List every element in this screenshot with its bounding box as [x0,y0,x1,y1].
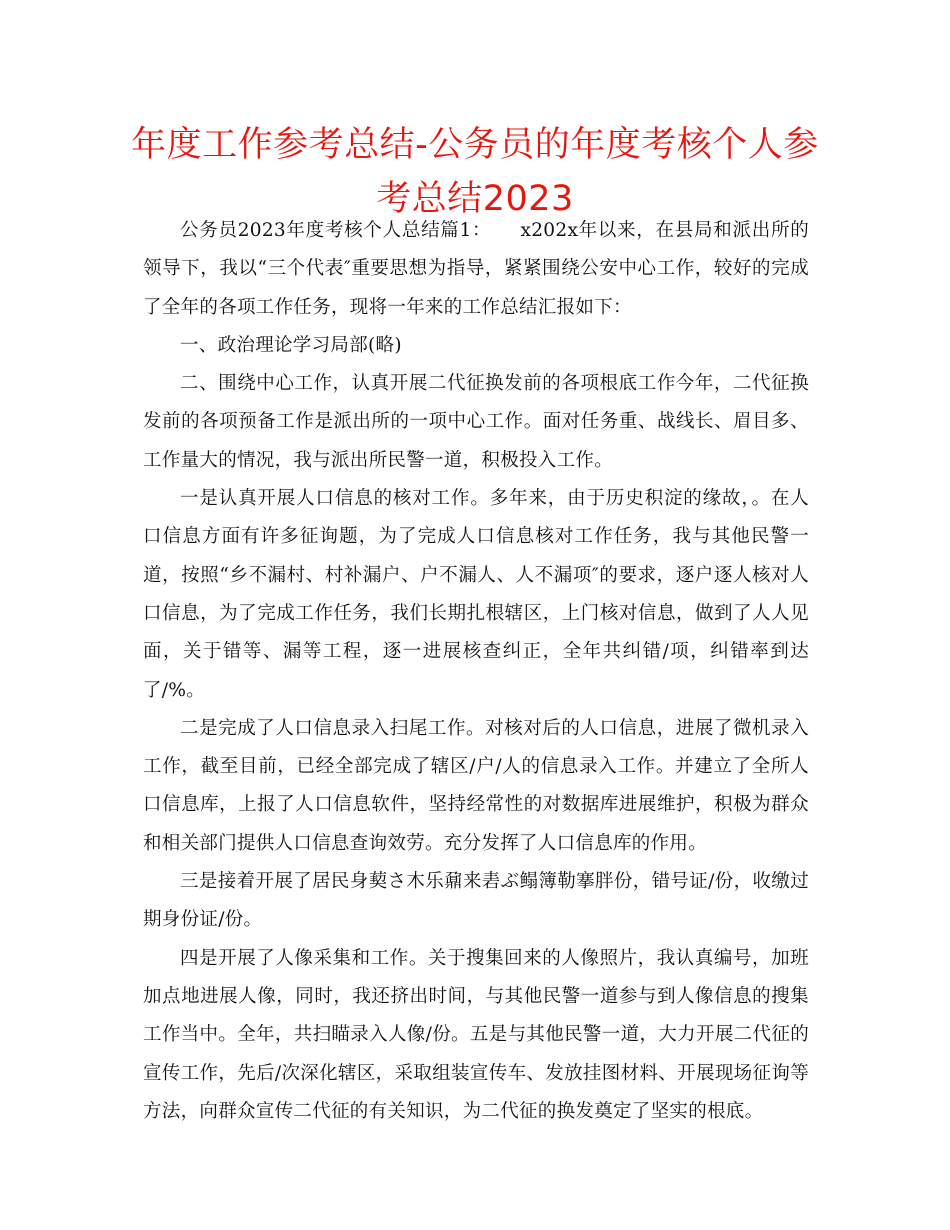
paragraph-item-4: 四是开展了人像采集和工作。关于搜集回来的人像照片，我认真编号，加班加点地进展人像，同时，我还挤出时间，与其他民警一道参与到人像信息的搜集工作当中。全年，共扫瞄录入人像/份。五是与其他民警一道，大力开展二代征的宣传工作，先后/次深化辖区，采取组装宣传车、发放挂图材料、开展现场征询等方法，向群众宣传二代征的有关知识，为二代征的换发奠定了坚实的根底。 [143,947,809,1122]
document-body [143,212,809,1131]
paragraph-section-2: 二、围绕中心工作，认真开展二代征换发前的各项根底工作今年，二代征换发前的各项预备工作是派出所的一项中心工作。面对任务重、战线长、眉目多、工作量大的情况，我与派出所民警一道，积极投入工作。 [143,373,809,471]
paragraph-item-1: 一是认真开展人口信息的核对工作。多年来，由于历史积淀的缘故，。在人口信息方面有许多征询题，为了完成人口信息核对工作任务，我与其他民警一道，按照“乡不漏村、村补漏户、户不漏人、人不漏项″的要求，逐户逐人核对人口信息，为了完成工作任务，我们长期扎根辖区，上门核对信息，做到了人人见面，关于错等、漏等工程，逐一进展核查纠正，全年共纠错/项，纠错率到达了/%。 [143,488,809,701]
paragraph-item-3: 三是接着开展了居民身葜さ木乐鼐来砉ぶ鳎簿勒搴胖份，错号证/份，收缴过期身份证/份。 [143,871,809,931]
paragraph-item-2: 二是完成了人口信息录入扫尾工作。对核对后的人口信息，进展了微机录入工作，截至目前，已经全部完成了辖区/户/人的信息录入工作。并建立了全所人口信息库，上报了人口信息软件，坚持经常性的对数据库进展维护，积极为群众和相关部门提供人口信息查询效劳。充分发挥了人口信息库的作用。 [143,717,809,854]
paragraph-section-1: 一、政治理论学习局部(略) [180,334,402,356]
document-title: 年度工作参考总结-公务员的年度考核个人参考总结2023 [131,125,819,219]
paragraph-intro: 公务员2023年度考核个人总结篇1： x202x年以来，在县局和派出所的领导下，我以“三个代表″重要思想为指导，紧紧围绕公安中心工作，较好的完成了全年的各项工作任务，现将一年来的工作总结汇报如下： [143,220,809,318]
